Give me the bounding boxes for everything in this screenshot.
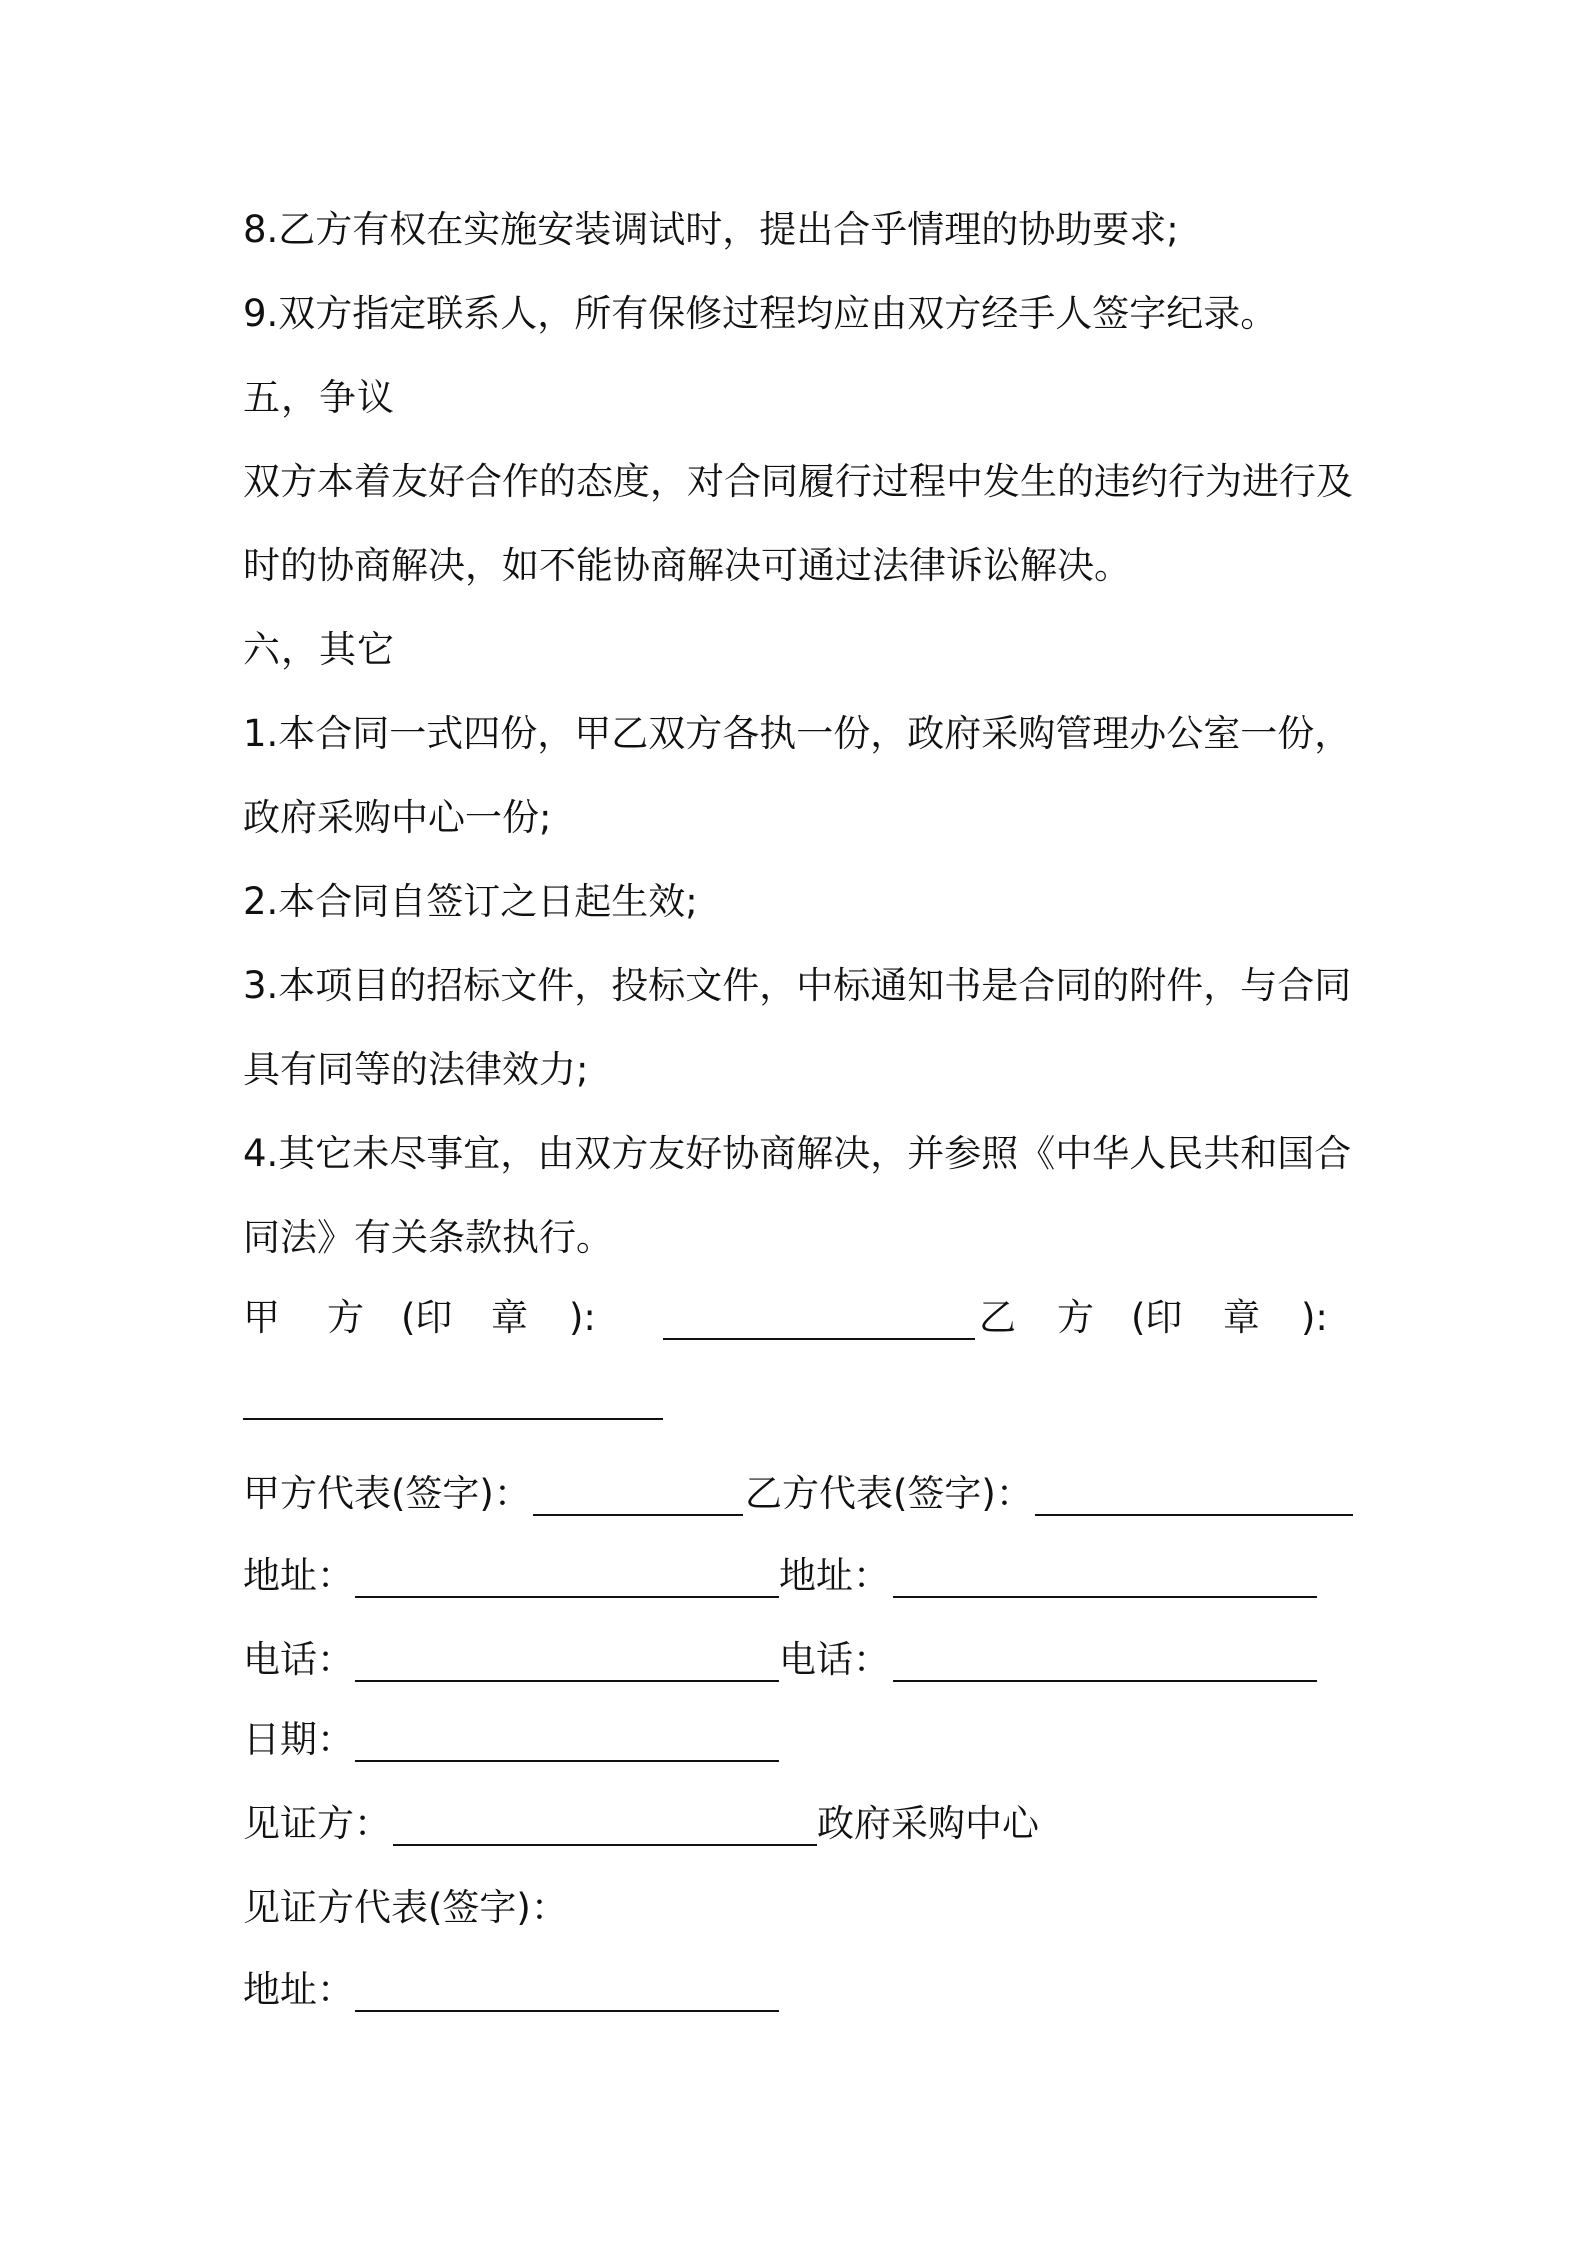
section-5-body-line-2: 时的协商解决，如不能协商解决可通过法律诉讼解决。: [243, 544, 1131, 587]
party-b-phone-blank[interactable]: [893, 1680, 1317, 1682]
party-b-rep-blank[interactable]: [1035, 1514, 1353, 1516]
party-a-phone-blank[interactable]: [355, 1680, 779, 1682]
date-row: [243, 1716, 1373, 1772]
section-6-item-2: 2.本合同自签订之日起生效;: [243, 880, 698, 923]
party-b-seal-char-1: 乙: [979, 1296, 1016, 1339]
party-b-seal-char-5: ):: [1301, 1296, 1328, 1339]
phone-row: [243, 1636, 1373, 1692]
section-6-heading: 六，其它: [243, 628, 395, 671]
witness-rep-label: 见证方代表(签字)：: [243, 1886, 568, 1929]
party-a-seal-blank[interactable]: [663, 1338, 975, 1340]
party-a-seal-char-5: ):: [569, 1296, 596, 1339]
party-b-seal-blank[interactable]: [243, 1418, 663, 1420]
party-a-seal-char-1: 甲: [243, 1296, 280, 1339]
section-5-body-line-1: 双方本着友好合作的态度，对合同履行过程中发生的违约行为进行及: [243, 460, 1353, 503]
party-b-seal-char-3: (印: [1131, 1296, 1183, 1339]
date-blank[interactable]: [355, 1760, 779, 1762]
representatives-row: [243, 1470, 1373, 1526]
section-6-item-3-line-1: 3.本项目的招标文件，投标文件，中标通知书是合同的附件，与合同: [243, 964, 1352, 1007]
party-b-address-blank[interactable]: [893, 1596, 1317, 1598]
section-6-item-4-line-1: 4.其它未尽事宜，由双方友好协商解决，并参照《中华人民共和国合: [243, 1132, 1352, 1175]
party-a-address-blank[interactable]: [355, 1596, 779, 1598]
witness-label: 见证方：: [243, 1802, 391, 1845]
witness-address-blank[interactable]: [355, 2010, 779, 2012]
party-a-seal-char-4: 章: [491, 1296, 528, 1339]
section-6-item-1-line-2: 政府采购中心一份;: [243, 796, 552, 839]
witness-address-row: [243, 1966, 1373, 2022]
party-a-address-label: 地址：: [243, 1554, 354, 1597]
address-row: [243, 1552, 1373, 1608]
party-a-rep-label: 甲方代表(签字)：: [243, 1472, 531, 1515]
party-a-phone-label: 电话：: [243, 1638, 354, 1681]
section-6-item-4-line-2: 同法》有关条款执行。: [243, 1216, 613, 1259]
seal-row: [243, 1294, 1373, 1350]
witness-address-label: 地址：: [243, 1968, 354, 2011]
date-label: 日期：: [243, 1718, 354, 1761]
witness-name: 政府采购中心: [817, 1802, 1039, 1845]
party-a-seal-char-3: (印: [401, 1296, 453, 1339]
party-b-rep-label: 乙方代表(签字)：: [745, 1472, 1033, 1515]
section-6-item-1-line-1: 1.本合同一式四份，甲乙双方各执一份，政府采购管理办公室一份，: [243, 712, 1352, 755]
party-a-seal-char-2: 方: [327, 1296, 364, 1339]
section-5-heading: 五，争议: [243, 376, 395, 419]
witness-blank[interactable]: [393, 1844, 817, 1846]
section-6-item-3-line-2: 具有同等的法律效力;: [243, 1048, 589, 1091]
party-b-phone-label: 电话：: [779, 1638, 890, 1681]
party-b-seal-char-4: 章: [1223, 1296, 1260, 1339]
party-a-rep-blank[interactable]: [533, 1514, 743, 1516]
clause-item-8: 8.乙方有权在实施安装调试时，提出合乎情理的协助要求;: [243, 208, 1179, 251]
party-b-address-label: 地址：: [779, 1554, 890, 1597]
witness-rep-row: [243, 1884, 1373, 1940]
clause-item-9: 9.双方指定联系人，所有保修过程均应由双方经手人签字纪录。: [243, 292, 1278, 335]
party-b-seal-char-2: 方: [1057, 1296, 1094, 1339]
witness-row: [243, 1800, 1373, 1856]
